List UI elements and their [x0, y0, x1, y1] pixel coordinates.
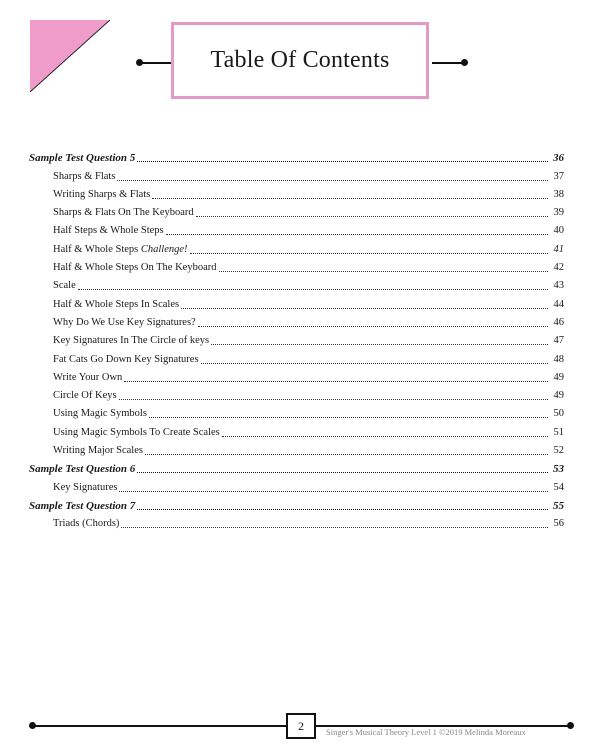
toc-entry-page: 53	[553, 463, 564, 476]
toc-entry[interactable]	[29, 274, 564, 292]
pink-corner-triangle	[30, 20, 110, 92]
toc-entry-label	[29, 354, 199, 366]
toc-entry-label	[29, 225, 164, 237]
dot-leader	[211, 344, 548, 345]
page-title: Table Of Contents	[210, 47, 390, 73]
toc-entry-text: Writing Sharps & Flats	[53, 188, 151, 200]
toc-entry-text: Writing Major Scales	[53, 445, 143, 457]
dot-leader	[137, 472, 548, 473]
toc-entry-label	[29, 518, 119, 530]
toc-entry-text: Sample Test Question 5	[29, 152, 136, 165]
dot-leader	[121, 527, 548, 528]
toc-entry-page: 37	[553, 170, 564, 182]
toc-entry-page: 52	[553, 445, 564, 457]
page-number-box	[286, 713, 316, 739]
toc-section-entry[interactable]	[29, 457, 564, 475]
table-of-contents	[29, 146, 564, 530]
toc-entry[interactable]	[29, 256, 564, 274]
toc-entry-text: Sample Test Question 6	[29, 463, 136, 476]
toc-entry[interactable]	[29, 402, 564, 420]
toc-entry-page: 48	[553, 353, 564, 365]
toc-entry-text: Key Signatures	[53, 481, 118, 493]
toc-entry-text: Using Magic Symbols To Create Scales	[53, 426, 220, 438]
toc-entry-page: 56	[553, 518, 564, 530]
toc-entry-label	[29, 152, 135, 164]
dot-leader	[152, 198, 548, 199]
toc-entry-label	[29, 171, 115, 183]
toc-entry-label	[29, 500, 135, 512]
title-box	[171, 22, 429, 99]
dot-leader	[119, 399, 548, 400]
toc-entry-label	[29, 427, 220, 439]
toc-entry-label	[29, 280, 76, 292]
toc-entry[interactable]	[29, 311, 564, 329]
toc-entry[interactable]	[29, 237, 564, 255]
toc-entry[interactable]	[29, 366, 564, 384]
toc-entry-page: 39	[553, 207, 564, 219]
title-left-rule	[140, 62, 172, 64]
toc-entry-label	[29, 207, 194, 219]
toc-entry-text: Scale	[53, 280, 76, 292]
dot-leader	[137, 509, 548, 510]
toc-entry[interactable]	[29, 512, 564, 530]
footer-credit: Singer's Musical Theory Level 1 ©2019 Melinda Moreaux	[326, 727, 526, 737]
toc-entry[interactable]	[29, 475, 564, 493]
toc-entry-page: 49	[553, 390, 564, 402]
toc-entry-label	[29, 244, 188, 256]
toc-entry[interactable]	[29, 329, 564, 347]
toc-entry-page: 47	[553, 335, 564, 347]
toc-entry[interactable]	[29, 384, 564, 402]
dot-leader	[201, 363, 548, 364]
toc-entry-text: Sharps & Flats	[53, 170, 116, 182]
toc-entry-label	[29, 189, 150, 201]
toc-entry-label	[29, 390, 117, 402]
dot-leader	[166, 234, 548, 235]
toc-entry[interactable]	[29, 183, 564, 201]
toc-entry-text: Half Steps & Whole Steps	[53, 225, 164, 237]
dot-leader	[137, 161, 548, 162]
toc-entry-page: 41	[553, 243, 564, 255]
toc-section-entry[interactable]	[29, 494, 564, 512]
dot-leader	[149, 417, 548, 418]
toc-entry-page: 51	[553, 426, 564, 438]
toc-entry-label	[29, 335, 209, 347]
toc-entry-page: 49	[553, 371, 564, 383]
toc-entry[interactable]	[29, 164, 564, 182]
toc-entry-text: Write Your Own	[53, 371, 123, 383]
toc-entry-page: 44	[553, 298, 564, 310]
toc-entry-text: Half & Whole Steps In Scales	[53, 298, 180, 310]
toc-entry-text: Key Signatures In The Circle of keys	[53, 335, 210, 347]
toc-entry-text: Circle Of Keys	[53, 390, 117, 402]
toc-entry[interactable]	[29, 292, 564, 310]
toc-entry-page: 36	[553, 152, 564, 165]
dot-leader	[198, 326, 548, 327]
toc-entry-page: 38	[553, 188, 564, 200]
toc-entry[interactable]	[29, 201, 564, 219]
toc-entry-text: Why Do We Use Key Signatures?	[53, 316, 196, 328]
toc-entry-label	[29, 317, 196, 329]
toc-entry-page: 50	[553, 408, 564, 420]
dot-leader	[181, 308, 548, 309]
dot-leader	[124, 381, 548, 382]
dot-leader	[196, 216, 548, 217]
dot-leader	[222, 436, 548, 437]
toc-entry-emphasis: Challenge!	[140, 243, 188, 255]
title-right-rule	[432, 62, 464, 64]
toc-entry-page: 55	[553, 499, 564, 512]
toc-entry-label	[29, 372, 122, 384]
toc-entry-text: Sharps & Flats On The Keyboard	[53, 207, 194, 219]
page-number: 2	[298, 718, 304, 733]
toc-entry-page: 54	[553, 481, 564, 493]
toc-entry-text: Triads (Chords)	[53, 518, 120, 530]
dot-leader	[78, 289, 548, 290]
dot-leader	[117, 180, 548, 181]
toc-entry-text: Using Magic Symbols	[53, 408, 147, 420]
dot-leader	[190, 253, 548, 254]
toc-entry-label	[29, 408, 147, 420]
toc-entry-label	[29, 445, 143, 457]
toc-entry[interactable]	[29, 347, 564, 365]
toc-entry-text: Half & Whole Steps	[53, 243, 141, 255]
dot-leader	[119, 491, 548, 492]
toc-entry-label	[29, 463, 135, 475]
toc-entry-page: 46	[553, 316, 564, 328]
toc-entry-label	[29, 482, 117, 494]
toc-entry-label	[29, 262, 217, 274]
toc-entry-text: Sample Test Question 7	[29, 499, 136, 512]
toc-entry-text: Fat Cats Go Down Key Signatures	[53, 353, 199, 365]
toc-entry-page: 43	[553, 280, 564, 292]
toc-entry[interactable]	[29, 420, 564, 438]
footer-right-dot	[567, 722, 574, 729]
toc-entry-text: Half & Whole Steps On The Keyboard	[53, 262, 217, 274]
toc-entry-page: 42	[553, 262, 564, 274]
toc-entry-label	[29, 299, 179, 311]
toc-section-entry[interactable]	[29, 146, 564, 164]
toc-entry[interactable]	[29, 439, 564, 457]
toc-entry-page: 40	[553, 225, 564, 237]
title-right-dot	[461, 59, 468, 66]
dot-leader	[145, 454, 548, 455]
toc-entry[interactable]	[29, 219, 564, 237]
dot-leader	[219, 271, 549, 272]
